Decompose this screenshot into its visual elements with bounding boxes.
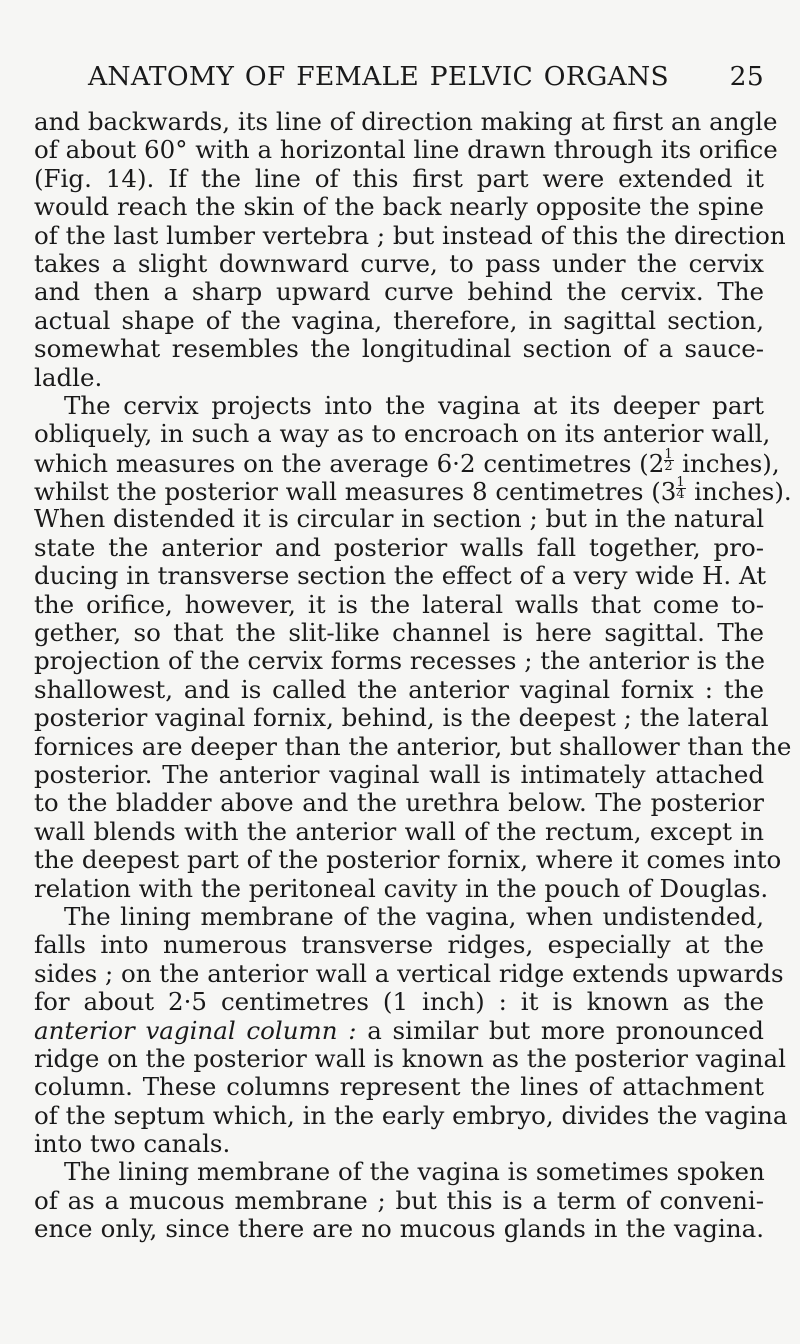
running-head <box>84 60 764 94</box>
text-line: posterior vaginal fornix, behind, is the deepest ; the lateral <box>34 703 769 733</box>
fraction-numerator: 1 <box>664 446 673 462</box>
text-line: takes a slight downward curve, to pass under the cervix <box>34 248 764 278</box>
text-line: would reach the skin of the back nearly opposite the spine <box>34 192 764 222</box>
text-line: obliquely, in such a way as to encroach on its anterior wall, <box>34 419 771 449</box>
text-line: relation with the peritoneal cavity in the pouch of Douglas. <box>34 873 769 903</box>
text-line: actual shape of the vagina, therefore, in sagittal section, <box>34 305 764 335</box>
text-line: of the last lumber vertebra ; but instead of this the direction <box>34 220 786 250</box>
text-line: of about 60° with a horizontal line drawn through its orifice <box>34 135 778 165</box>
text-line: (Fig. 14). If the line of this first part were extended it <box>34 163 764 193</box>
text-line: the orifice, however, it is the lateral walls that come to- <box>34 589 764 619</box>
fraction <box>676 475 686 503</box>
text-line: to the bladder above and the urethra below. The posterior <box>34 788 764 818</box>
text-line: and then a sharp upward curve behind the cervix. The <box>34 277 764 307</box>
text-line: ence only, since there are no mucous glands in the vagina. <box>34 1214 764 1244</box>
text-line: ducing in transverse section the effect of a very wide H. At <box>34 561 767 591</box>
text-line: into two canals. <box>34 1129 231 1159</box>
text-line: the deepest part of the posterior fornix, where it comes into <box>34 845 782 875</box>
text-line: gether, so that the slit-like channel is here sagittal. The <box>34 618 764 648</box>
text-line: for about 2·5 centimetres (1 inch) : it is known as the <box>34 987 764 1017</box>
line-text: a similar but more pronounced <box>356 1015 764 1045</box>
text-line: somewhat resembles the longitudinal section of a sauce- <box>34 334 764 364</box>
text-line: of as a mucous membrane ; but this is a term of conveni- <box>34 1185 764 1215</box>
line-text: which measures on the average 6·2 centimetres (2 <box>34 448 665 478</box>
fraction-denominator: 2 <box>664 458 673 474</box>
text-line: and backwards, its line of direction making at first an angle <box>34 107 778 136</box>
text-line: falls into numerous transverse ridges, especially at the <box>34 930 764 960</box>
line-text: whilst the posterior wall measures 8 centimetres (3 <box>34 477 677 507</box>
page-number: 25 <box>729 61 764 92</box>
text-line: posterior. The anterior vaginal wall is intimately attached <box>34 759 764 789</box>
text-line: The lining membrane of the vagina is sometimes spoken <box>64 1157 765 1187</box>
text-line: shallowest, and is called the anterior vaginal fornix : the <box>34 674 764 704</box>
italic-term: anterior vaginal column : <box>34 1015 357 1045</box>
text-line: of the septum which, in the early embryo, divides the vagina <box>34 1100 788 1130</box>
text-line: fornices are deeper than the anterior, but shallower than the <box>34 731 792 761</box>
text-line: wall blends with the anterior wall of the rectum, except in <box>34 816 764 846</box>
text-line: projection of the cervix forms recesses ; the anterior is the <box>34 646 766 676</box>
text-line: The cervix projects into the vagina at its deeper part <box>64 390 764 420</box>
running-head-title: ANATOMY OF FEMALE PELVIC ORGANS <box>88 61 669 92</box>
text-line: The lining membrane of the vagina, when undistended, <box>64 901 764 931</box>
text-line-with-fraction <box>34 475 792 507</box>
text-line: sides ; on the anterior wall a vertical ridge extends upwards <box>34 958 784 988</box>
fraction <box>664 446 674 474</box>
text-line-with-italic <box>34 1017 764 1045</box>
body-text <box>34 107 792 1244</box>
fraction-numerator: 1 <box>676 475 685 491</box>
text-line: state the anterior and posterior walls fall together, pro- <box>34 532 764 562</box>
text-line: column. These columns represent the lines of attachment <box>34 1072 764 1102</box>
text-line: ridge on the posterior wall is known as the posterior vaginal <box>34 1043 786 1073</box>
line-text: inches), <box>674 448 780 478</box>
text-line-with-fraction <box>34 446 780 478</box>
text-line: When distended it is circular in section ; but in the natural <box>34 504 765 534</box>
fraction-denominator: 4 <box>676 487 685 503</box>
text-line: ladle. <box>34 362 103 392</box>
line-text: inches). <box>686 477 792 507</box>
